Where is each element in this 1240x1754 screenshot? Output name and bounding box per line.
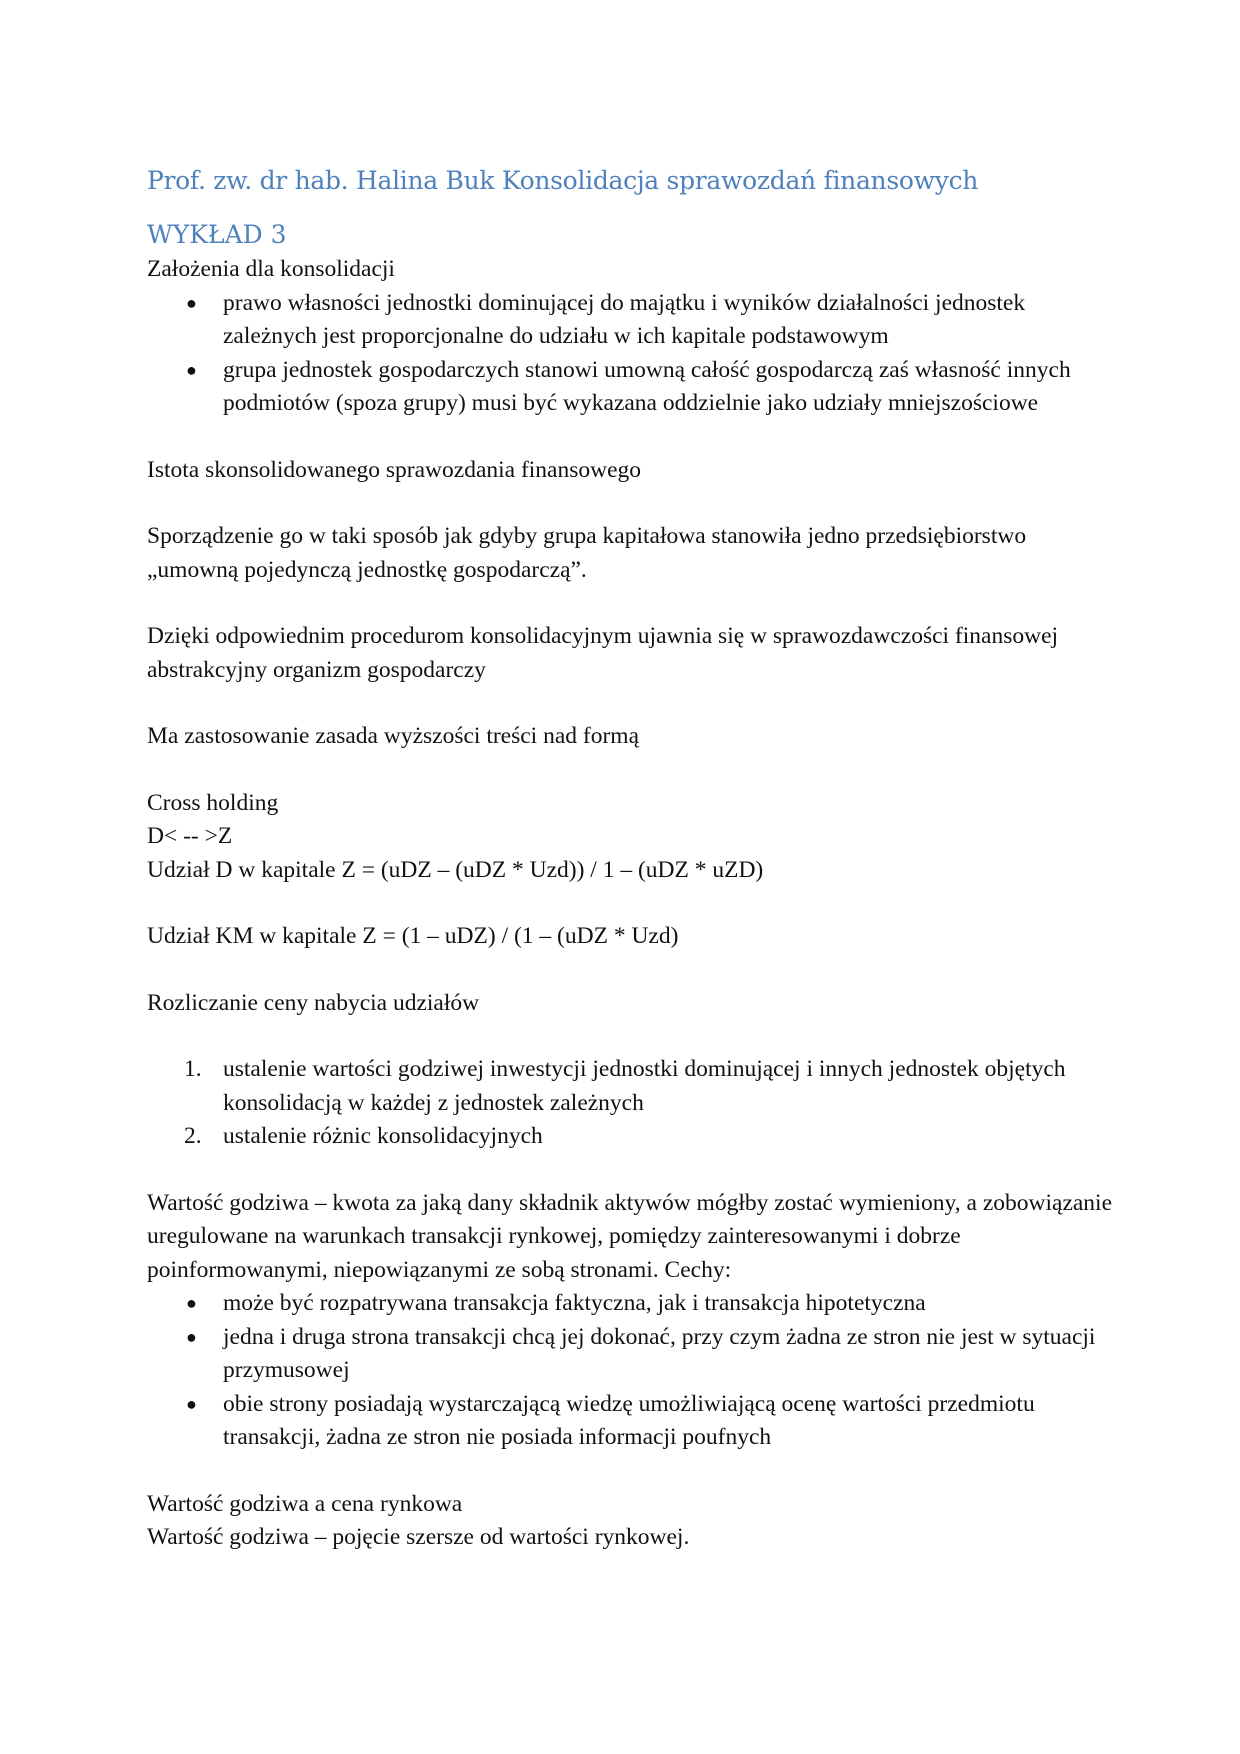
formula-d-share: Udział D w kapitale Z = (uDZ – (uDZ * Uzd)) / 1 – (uDZ * uZD)	[147, 856, 764, 883]
spacer	[147, 1455, 1120, 1488]
fair-value-features-list	[147, 1287, 1120, 1455]
list-item	[186, 1388, 1120, 1455]
cross-holding-heading: Cross holding	[147, 789, 279, 816]
fair-value-definition: Wartość godziwa – kwota za jaką dany składnik aktywów mógłby zostać wymieniony, a zobowiązanie uregulowane na warunkach transakcji rynkowej, pomiędzy zainteresowanymi i dobrze poinformowanymi, niepowiązanymi ze sobą stronami. Cechy:	[147, 1189, 1113, 1283]
list-item	[186, 354, 1120, 421]
list-item-text: ustalenie wartości godziwej inwestycji jednostki dominującej i innych jednostek objętych konsolidacją w każdej z jednostek zależnych	[223, 1056, 1066, 1116]
list-item	[186, 1321, 1120, 1388]
essence-paragraph: Dzięki odpowiednim procedurom konsolidacyjnym ujawnia się w sprawozdawczości finansowej abstrakcyjny organizm gospodarczy	[147, 623, 1059, 683]
essence-heading: Istota skonsolidowanego sprawozdania finansowego	[147, 456, 642, 483]
bullet-icon: ●	[186, 359, 197, 380]
cross-holding-relation: D< -- >Z	[147, 823, 233, 849]
list-number: 1.	[184, 1056, 202, 1082]
list-item-text: grupa jednostek gospodarczych stanowi umowną całość gospodarczą zaś własność innych podmiotów (spoza grupy) musi być wykazana oddzielnie jako udziały mniejszościowe	[223, 356, 1071, 416]
settlement-list	[147, 1053, 1120, 1154]
formula-km-share: Udział KM w kapitale Z = (1 – uDZ) / (1 – (uDZ * Uzd)	[147, 923, 679, 949]
essence-paragraph: Sporządzenie go w taki sposób jak gdyby grupa kapitałowa stanowiła jedno przedsiębiorstwo „umowną pojedynczą jednostkę gospodarczą”.	[147, 523, 1027, 583]
spacer	[147, 587, 1120, 620]
assumptions-heading: Założenia dla konsolidacji	[147, 256, 395, 282]
assumptions-list	[147, 287, 1120, 421]
essence-paragraph: Ma zastosowanie zasada wyższości treści nad formą	[147, 723, 639, 749]
spacer	[147, 1020, 1120, 1053]
list-item	[184, 1053, 1120, 1120]
list-item	[186, 1287, 1120, 1321]
settlement-heading: Rozliczanie ceny nabycia udziałów	[147, 989, 480, 1016]
list-item-text: ustalenie różnic konsolidacyjnych	[223, 1123, 543, 1149]
spacer	[147, 887, 1120, 920]
list-item-text: prawo własności jednostki dominującej do majątku i wyników działalności jednostek zależnych jest proporcjonalne do udziału w ich kapitale podstawowym	[223, 289, 1026, 349]
list-item-text: może być rozpatrywana transakcja faktyczna, jak i transakcja hipotetyczna	[223, 1290, 926, 1316]
list-item-text: jedna i druga strona transakcji chcą jej dokonać, przy czym żadna ze stron nie jest w sytuacji przymusowej	[223, 1323, 1096, 1383]
document-title: Prof. zw. dr hab. Halina Buk Konsolidacja sprawozdań finansowych	[147, 166, 979, 195]
spacer	[147, 754, 1120, 787]
bullet-icon: ●	[186, 1293, 197, 1313]
list-number: 2.	[184, 1123, 202, 1149]
spacer	[147, 687, 1120, 720]
lecture-heading: WYKŁAD 3	[147, 220, 287, 249]
spacer	[147, 1154, 1120, 1187]
list-item-text: obie strony posiadają wystarczającą wiedzę umożliwiającą ocenę wartości przedmiotu transakcji, żadna ze stron nie posiada informacji poufnych	[223, 1390, 1035, 1450]
spacer	[147, 487, 1120, 520]
list-item	[184, 1120, 1120, 1154]
bullet-icon: ●	[186, 1326, 197, 1347]
fair-vs-market-heading: Wartość godziwa a cena rynkowa	[147, 1490, 463, 1517]
spacer	[147, 954, 1120, 987]
spacer	[147, 421, 1120, 454]
list-item	[186, 287, 1120, 354]
bullet-icon: ●	[186, 292, 197, 313]
bullet-icon: ●	[186, 1393, 197, 1414]
fair-vs-market-text: Wartość godziwa – pojęcie szersze od wartości rynkowej.	[147, 1524, 690, 1550]
